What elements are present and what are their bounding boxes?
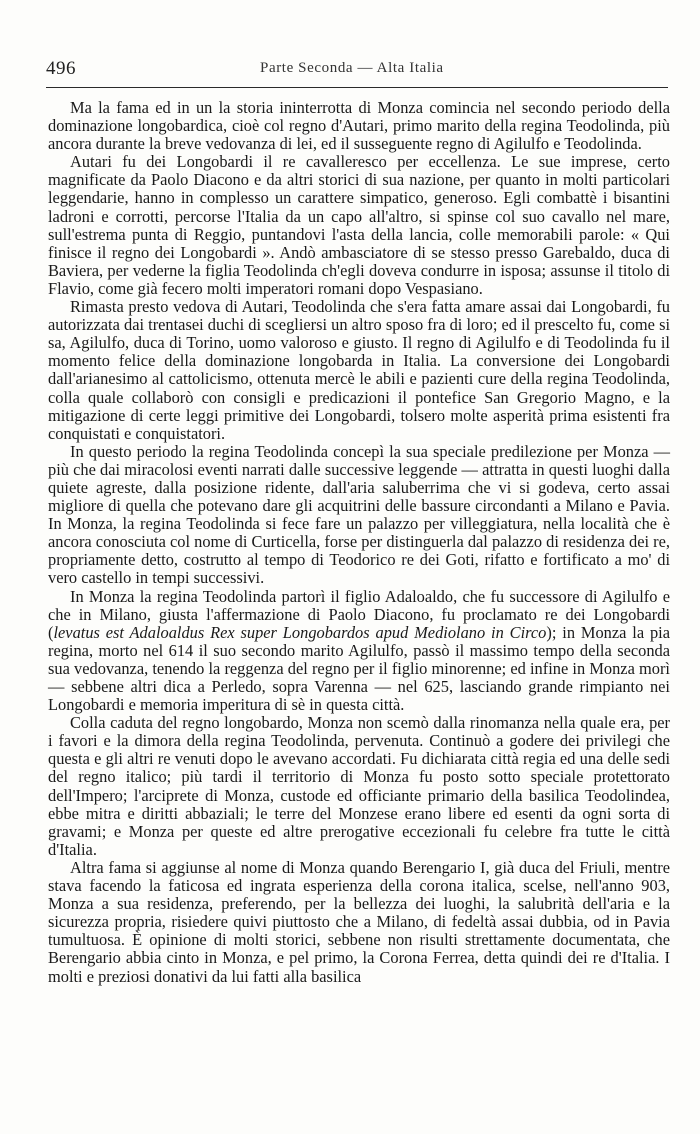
paragraph-text: Colla caduta del regno longobardo, Monza non scemò dalla rinomanza nella quale era, per i favori e la dimora della regina Teodolinda, pervenuta. Continuò a godere dei privilegi che questa e gli altri re venuti dopo le avevano accordati. Fu dichiarata città regia ed una delle sedi del regno italico; più tardi il territorio di Monza fu posto sotto speciale protettorato dell'Impero; l'arciprete di Monza, custode ed officiante primario della basilica Teodolindea, ebbe mitra e diritti abbaziali; le terre del Monzese erano libere ed esenti da ogni sorta di gravami; e Monza per queste ed altre prerogative eccezionali fu celebre fra tutte le città d'Italia.: [48, 713, 670, 859]
paragraph-text: In Monza la regina Teodolinda partorì il figlio Adaloaldo, che fu successore di Agilulfo e che in Milano, giusta l'affermazione di Paolo Diacono, fu proclamato re dei Longobardi (: [48, 586, 670, 642]
paragraph: [48, 443, 670, 588]
paragraph-text: ); in Monza la pia regina, morto nel 614 il suo secondo marito Agilulfo, passò il massimo tempo della seconda sua vedovanza, tenendo la reggenza del regno per il figlio minorenne; ed infine in Monza morì — sebbene altri dica a Perledo, sopra Varenna — nel 625, lasciando grande rimpianto nei Longobardi e memoria imperitura di sè in questa città.: [48, 622, 670, 715]
paragraph-text: Autari fu dei Longobardi il re cavalleresco per eccellenza. Le sue imprese, certo magnificate da Paolo Diacono e da altri storici di sua nazione, per quanto in molti particolari leggendarie, hanno in complesso un carattere simpatico, generoso. Egli combattè i bisantini ladroni e corrotti, percorse l'Italia da un capo all'altro, si spinse col suo cavallo nel mare, sull'estrema punta di Reggio, puntandovi l'asta della lancia, colle memorabili parole: « Qui finisce il regno dei Longobardi ». Andò ambasciatore di se stesso presso Garebaldo, duca di Baviera, per vederne la figlia Teodolinda ch'egli doveva condurre in isposa; assunse il titolo di Flavio, come già fecero molti imperatori romani dopo Vespasiano.: [48, 152, 670, 298]
paragraph-text: Ma la fama ed in un la storia ininterrotta di Monza comincia nel secondo periodo della dominazione longobardica, cioè col regno d'Autari, primo marito della regina Teodolinda, più ancora durante la breve vedovanza di lei, ed il susseguente regno di Agilulfo e Teodolinda.: [48, 98, 670, 154]
paragraph: [48, 153, 670, 298]
paragraph: [48, 714, 670, 859]
page-number: 496: [46, 58, 76, 79]
header-rule: [46, 87, 668, 88]
paragraph: [48, 99, 670, 153]
paragraph: [48, 859, 670, 986]
paragraph-text: Rimasta presto vedova di Autari, Teodolinda che s'era fatta amare assai dai Longobardi, fu autorizzata dai trentasei duchi di scegliersi un altro sposo fra di loro; ed il prescelto fu, come si sa, Agilulfo, duca di Torino, uomo valoroso e giusto. Il regno di Agilulfo e di Teodolinda fu il momento felice della dominazione longobarda in Italia. La conversione dei Longobardi dall'arianesimo al cattolicismo, ottenuta mercè le abili e pazienti cure della regina Teodolinda, colla quale collaborò con consigli e predicazioni il pontefice San Gregorio Magno, e la mitigazione di certe leggi primitive dei Longobardi, tolsero molte asperità prima esistenti fra conquistati e conquistatori.: [48, 297, 670, 443]
page-header: [46, 48, 670, 78]
italic-quote: levatus est Adaloaldus Rex super Longobardos apud Mediolano in Circo: [53, 622, 547, 642]
paragraph-text: Altra fama si aggiunse al nome di Monza quando Berengario I, già duca del Friuli, mentre stava facendo la faticosa ed ingrata esperienza della corona italica, scelse, nell'anno 903, Monza a sua residenza, preferendo, per la bellezza dei luoghi, la salubrità dell'aria e la sicurezza propria, risiedere quivi piuttosto che a Milano, di fedeltà assai dubbia, od in Pavia tumultuosa. È opinione di molti storici, sebbene non risulti strettamente documentata, che Berengario abbia cinto in Monza, e pel primo, la Corona Ferrea, detta quindi dei re d'Italia. I molti e preziosi donativi da lui fatti alla basilica: [48, 857, 670, 986]
paragraph: [48, 298, 670, 443]
running-head: Parte Seconda — Alta Italia: [260, 60, 444, 76]
body-text: [48, 99, 670, 986]
paragraph: [48, 588, 670, 715]
paragraph-text: In questo periodo la regina Teodolinda concepì la sua speciale predilezione per Monza — più che dai miracolosi eventi narrati dalle successive leggende — attratta in questi luoghi dalla quiete agreste, dalla posizione ridente, dall'aria saluberrima che vi si godeva, certo assai migliore di quella che potevano dare gli acquitrini delle bassure circondanti a Milano e Pavia. In Monza, la regina Teodolinda si fece fare un palazzo per villeggiatura, nella località che è ancora conosciuta col nome di Curticella, forse per distinguerla dal palazzo di residenza dei re, propriamente detto, costrutto al tempo di Teodorico re dei Goti, rifatto e fortificato a mo' di vero castello in tempi successivi.: [48, 441, 670, 588]
